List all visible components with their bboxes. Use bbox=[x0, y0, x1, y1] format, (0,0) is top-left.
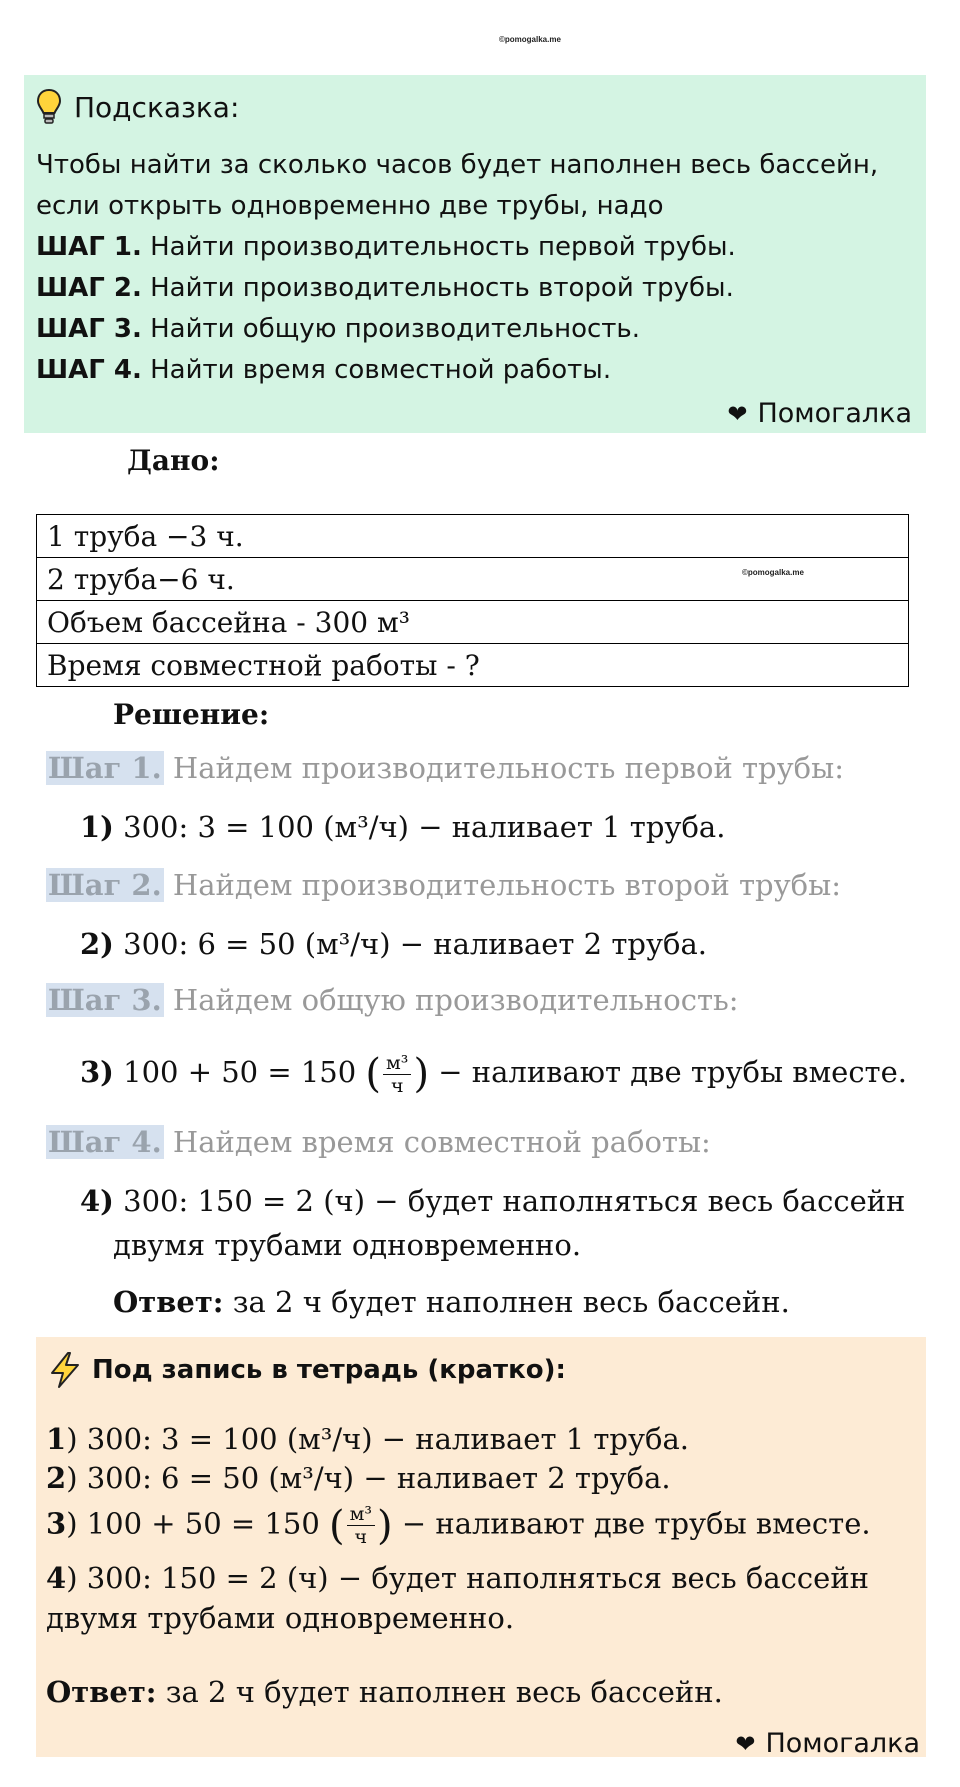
brand-signature bbox=[735, 1728, 920, 1759]
line-number: 3 bbox=[46, 1506, 67, 1541]
solution-calc-1 bbox=[80, 805, 725, 849]
line-number: 1 bbox=[46, 1422, 67, 1456]
step-tag: Шаг 1. bbox=[48, 751, 162, 785]
watermark-table: ©pomogalka.me bbox=[742, 568, 804, 577]
given-cell: 1 труба −3 ч. bbox=[37, 515, 909, 558]
calc-text: 300: 6 = 50 (м³/ч) − наливает 2 труба. bbox=[113, 927, 707, 961]
hint-header bbox=[36, 81, 914, 133]
solution-step-3-heading bbox=[46, 983, 739, 1017]
line-text: ) 300: 6 = 50 (м³/ч) − наливает 2 труба. bbox=[66, 1461, 671, 1495]
solution-answer bbox=[113, 1285, 790, 1319]
hint-step-3 bbox=[36, 309, 914, 350]
hint-step-label: ШАГ 4. bbox=[36, 355, 142, 385]
step-heading-text: Найдем производительность второй трубы: bbox=[163, 868, 841, 902]
fraction-numerator: м³ bbox=[347, 1503, 375, 1526]
answer-text: за 2 ч будет наполнен весь бассейн. bbox=[156, 1675, 723, 1709]
step-tag: Шаг 4. bbox=[48, 1125, 162, 1159]
fraction: ( м³ ч ) bbox=[365, 1051, 430, 1097]
answer-text: за 2 ч будет наполнен весь бассейн. bbox=[223, 1285, 790, 1319]
notebook-title: Под запись в тетрадь (кратко): bbox=[92, 1355, 566, 1385]
step-tag: Шаг 2. bbox=[48, 868, 162, 902]
hint-step-text: Найти общую производительность. bbox=[141, 314, 641, 344]
answer-label: Ответ: bbox=[46, 1675, 157, 1709]
hint-step-label: ШАГ 1. bbox=[36, 232, 142, 262]
hint-step-text: Найти производительность первой трубы. bbox=[141, 232, 736, 262]
calc-number: 3) bbox=[80, 1055, 114, 1089]
fraction-numerator: м³ bbox=[383, 1052, 411, 1075]
hint-box bbox=[24, 75, 926, 433]
calc-number: 4) bbox=[80, 1184, 114, 1218]
notebook-header bbox=[48, 1351, 566, 1389]
answer-label: Ответ: bbox=[113, 1285, 224, 1319]
solution-step-1-heading bbox=[46, 751, 844, 785]
notebook-answer bbox=[46, 1672, 723, 1712]
table-row bbox=[37, 515, 909, 558]
step-tag: Шаг 3. bbox=[48, 983, 162, 1017]
solution-calc-2 bbox=[80, 922, 707, 966]
calc-text: 300: 3 = 100 (м³/ч) − наливает 1 труба. bbox=[113, 810, 726, 844]
brand-signature bbox=[727, 398, 912, 429]
line-text: − наливают две трубы вместе. bbox=[392, 1506, 871, 1541]
fraction-denominator: ч bbox=[390, 1074, 404, 1097]
heart-icon: ❤ bbox=[727, 399, 748, 428]
line-number: 2 bbox=[46, 1461, 67, 1495]
calc-text: − наливают две трубы вместе. bbox=[429, 1055, 907, 1089]
given-cell bbox=[37, 558, 909, 601]
lightning-icon bbox=[48, 1351, 82, 1389]
line-text: ) 300: 150 = 2 (ч) − будет наполняться весь бассейн bbox=[66, 1561, 869, 1595]
step-heading-text: Найдем производительность первой трубы: bbox=[163, 751, 844, 785]
calc-text: 100 + 50 = 150 bbox=[113, 1055, 366, 1089]
notebook-line-4 bbox=[46, 1558, 869, 1638]
given-cell-text: 2 труба−6 ч. bbox=[47, 562, 235, 596]
notebook-box bbox=[36, 1337, 926, 1757]
solution-step-4-heading bbox=[46, 1125, 711, 1159]
given-cell: Время совместной работы - ? bbox=[37, 644, 909, 687]
hint-intro-line-1: Чтобы найти за сколько часов будет наполнен весь бассейн, bbox=[36, 150, 879, 180]
solution-calc-3 bbox=[80, 1050, 907, 1097]
calc-number: 2) bbox=[80, 927, 114, 961]
solution-calc-4 bbox=[80, 1179, 905, 1267]
step-heading-text: Найдем общую производительность: bbox=[163, 983, 739, 1017]
brand-name: Помогалка bbox=[765, 1728, 920, 1759]
table-row bbox=[37, 558, 909, 601]
line-text-2: двумя трубами одновременно. bbox=[46, 1601, 515, 1635]
lightbulb-icon bbox=[36, 88, 62, 126]
line-text: ) 100 + 50 = 150 bbox=[66, 1506, 330, 1541]
calc-text-line-2: двумя трубами одновременно. bbox=[113, 1228, 582, 1262]
given-cell: Объем бассейна - 300 м³ bbox=[37, 601, 909, 644]
hint-step-2 bbox=[36, 268, 914, 309]
step-heading-text: Найдем время совместной работы: bbox=[163, 1125, 711, 1159]
given-table bbox=[36, 514, 909, 687]
fraction: ( м³ ч ) bbox=[329, 1502, 393, 1549]
hint-step-label: ШАГ 2. bbox=[36, 273, 142, 303]
brand-name: Помогалка bbox=[757, 398, 912, 429]
hint-title: Подсказка: bbox=[74, 90, 240, 124]
hint-step-4 bbox=[36, 350, 914, 391]
hint-step-label: ШАГ 3. bbox=[36, 314, 142, 344]
hint-intro-line-2: если открыть одновременно две трубы, надо bbox=[36, 191, 664, 221]
solution-title: Решение: bbox=[113, 698, 270, 731]
notebook-line-1 bbox=[46, 1419, 689, 1459]
heart-icon: ❤ bbox=[735, 1729, 756, 1758]
given-title: Дано: bbox=[127, 444, 220, 477]
hint-step-text: Найти время совместной работы. bbox=[141, 355, 612, 385]
solution-step-2-heading bbox=[46, 868, 841, 902]
notebook-line-3 bbox=[46, 1503, 871, 1548]
line-text: ) 300: 3 = 100 (м³/ч) − наливает 1 труба. bbox=[66, 1422, 690, 1456]
fraction-denominator: ч bbox=[354, 1526, 368, 1548]
line-number: 4 bbox=[46, 1561, 67, 1595]
watermark-top: ©pomogalka.me bbox=[499, 35, 561, 44]
table-row bbox=[37, 644, 909, 687]
hint-step-text: Найти производительность второй трубы. bbox=[141, 273, 734, 303]
hint-step-1 bbox=[36, 227, 914, 268]
calc-text: 300: 150 = 2 (ч) − будет наполняться весь бассейн bbox=[113, 1184, 906, 1218]
calc-number: 1) bbox=[80, 810, 114, 844]
notebook-line-2 bbox=[46, 1458, 671, 1498]
hint-body bbox=[36, 145, 914, 391]
table-row bbox=[37, 601, 909, 644]
